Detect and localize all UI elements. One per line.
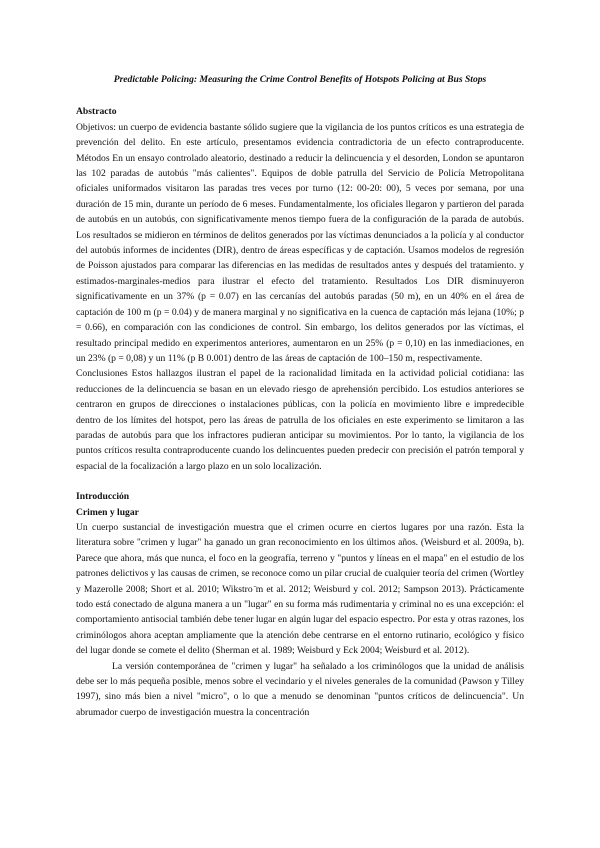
abstract-conclusions: Conclusiones Estos hallazgos ilustran el papel de la racionalidad limitada en la actividad policial cotidiana: las reducciones de la delincuencia se basan en un elevado riesgo de aprehensión percibido. Los estudios anteriores se centraron en grupos de direcciones o instalaciones públicas, con la policía en movimiento libre e impredecible dentro de los límites del hotspot, pero las áreas de patrulla de los oficiales en este experimento se limitaron a las paradas de autobús para que los infractores pudieran anticipar su movimientos. Por lo tanto, la vigilancia de los puntos críticos resulta contraproducente cuando los delincuentes pueden predecir con precisión el patrón temporal y espacial de la focalización a largo plazo en un solo localización. bbox=[76, 368, 524, 472]
section-gap bbox=[76, 474, 524, 489]
crime-place-subheading: Crimen y lugar bbox=[76, 506, 139, 518]
paper-title: Predictable Policing: Measuring the Crime Control Benefits of Hotspots Policing at Bus Stops bbox=[113, 74, 487, 85]
abstract-objectives: Objetivos: un cuerpo de evidencia bastante sólido sugiere que la vigilancia de los puntos críticos es una estrategia de prevención del delito. En este artículo, presentamos evidencia contradictoria de un efecto contraproducente. Métodos En un ensayo controlado aleatorio, destinado a reducir la delincuencia y el desorden, London se apuntaron las 102 paradas de autobús "más calientes". Equipos de doble patrulla del Servicio de Policía Metropolitana oficiales uniformados visitaron las paradas tres veces por turno (12: 00-20: 00), 5 veces por semana, por una duración de 15 min, durante un período de 6 meses. Fundamentalmente, los oficiales llegaron y partieron del parada de autobús en un autobús, con significativamente menos tiempo fuera de la configuración de la parada de autobús. Los resultados se midieron en términos de delitos generados por las víctimas denunciados a la policía y al conductor del autobús informes de incidentes (DIR), dentro de áreas específicas y de captación. Usamos modelos de regresión de Poisson ajustados para comparar las diferencias en las medidas de resultados antes y después del tratamiento. y estimados-marginales-medios para ilustrar el efecto del tratamiento. Resultados Los DIR disminuyeron significativamente en un 37% (p = 0.07) en las cercanías del autobús paradas (50 m), en un 40% en el área de captación de 100 m (p = 0.04) y de manera marginal y no significativa en la cuenca de captación más lejana (10%; p = 0.66), en comparación con las condiciones de control. Sin embargo, los delitos generados por las víctimas, el resultado principal medido en experimentos anteriores, aumentaron en un 25% (p = 0,10) en las inmediaciones, en un 23% (p = 0,08) y un 11% (p B 0.001) dentro de las áreas de captación de 100–150 m, respectivamente. bbox=[76, 121, 524, 364]
intro-paragraph-2: La versión contemporánea de "crimen y lugar" ha señalado a los criminólogos que la unidad de análisis debe ser lo más pequeña posible, menos sobre el vecindario y el niveles generales de la comunidad (Pawson y Tilley 1997), sino más bien a nivel "micro", o lo que a menudo se denominan "puntos críticos de delincuencia". Un abrumador cuerpo de investigación muestra la concentración bbox=[76, 660, 524, 718]
abstract-heading: Abstracto bbox=[76, 106, 117, 118]
intro-paragraph-1: Un cuerpo sustancial de investigación muestra que el crimen ocurre en ciertos lugares por una razón. Esta la literatura sobre "crimen y lugar" ha ganado un gran reconocimiento en los últimos años. (Weisburd et al. 2009a, b). Parece que ahora, más que nunca, el foco en la geografía, terreno y "puntos y líneas en el mapa" en el estudio de los patrones delictivos y las causas de crimen, se reconoce como un pilar crucial de cualquier teoría del crimen (Wortley y Mazerolle 2008; Short et al. 2010; Wikstro ̈m et al. 2012; Weisburd y col. 2012; Sampson 2013). Prácticamente todo está conectado de alguna manera a un "lugar" en su forma más rudimentaria y criminal no es una excepción: el comportamiento antisocial también debe tener lugar en algún lugar del espacio espectro. Por esta y otras razones, los criminólogos ahora aceptan ampliamente que la atención debe centrarse en el entorno rutinario, ecológico y físico del lugar donde se comete el delito (Sherman et al. 1989; Weisburd y Eck 2004; Weisburd et al. 2012). bbox=[76, 521, 524, 657]
introduction-heading: Introducción bbox=[76, 491, 130, 503]
